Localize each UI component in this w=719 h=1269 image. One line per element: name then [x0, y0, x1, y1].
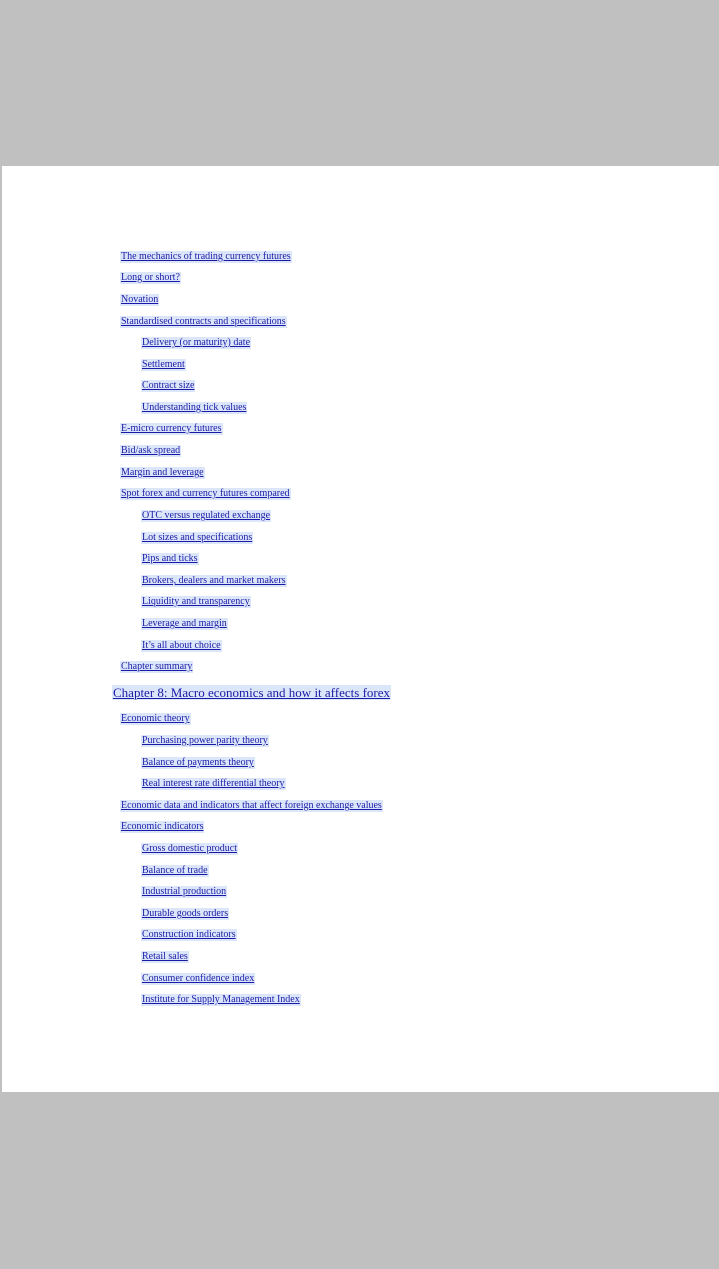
toc-link[interactable]: Durable goods orders: [142, 908, 229, 919]
toc-link[interactable]: Lot sizes and specifications: [142, 532, 253, 543]
toc-link[interactable]: Chapter summary: [121, 661, 193, 672]
toc-link[interactable]: Brokers, dealers and market makers: [142, 575, 286, 586]
toc-link[interactable]: Institute for Supply Management Index: [142, 994, 300, 1005]
toc-link[interactable]: Industrial production: [142, 886, 227, 897]
toc-link[interactable]: It’s all about choice: [142, 640, 221, 651]
toc-link[interactable]: Bid/ask spread: [121, 445, 181, 456]
toc-link[interactable]: Leverage and margin: [142, 618, 227, 629]
toc-chapter-link[interactable]: Chapter 8: Macro economics and how it affects forex: [113, 685, 390, 700]
toc-link[interactable]: Understanding tick values: [142, 402, 247, 413]
toc-link[interactable]: Standardised contracts and specifications: [121, 316, 286, 327]
toc-link[interactable]: Economic theory: [121, 713, 190, 724]
toc-link[interactable]: Purchasing power parity theory: [142, 735, 268, 746]
toc-link[interactable]: Contract size: [142, 380, 195, 391]
toc-link[interactable]: Spot forex and currency futures compared: [121, 488, 290, 499]
toc-link[interactable]: Pips and ticks: [142, 553, 198, 564]
toc-link[interactable]: Delivery (or maturity) date: [142, 337, 251, 348]
toc-link[interactable]: Real interest rate differential theory: [142, 778, 285, 789]
toc-link[interactable]: Retail sales: [142, 951, 188, 962]
toc-link[interactable]: The mechanics of trading currency futures: [121, 251, 291, 262]
toc-link[interactable]: Economic data and indicators that affect foreign exchange values: [121, 800, 382, 811]
toc-link[interactable]: OTC versus regulated exchange: [142, 510, 271, 521]
toc-link[interactable]: E-micro currency futures: [121, 423, 222, 434]
toc-link[interactable]: Margin and leverage: [121, 467, 204, 478]
toc-link[interactable]: Novation: [121, 294, 159, 305]
toc-link[interactable]: Liquidity and transparency: [142, 596, 250, 607]
toc-link[interactable]: Long or short?: [121, 272, 180, 283]
toc-link[interactable]: Consumer confidence index: [142, 973, 255, 984]
toc-link[interactable]: Economic indicators: [121, 821, 204, 832]
toc-link[interactable]: Gross domestic product: [142, 843, 237, 854]
toc-link[interactable]: Balance of payments theory: [142, 757, 254, 768]
document-page: [2, 166, 719, 1092]
toc-link[interactable]: Settlement: [142, 359, 185, 370]
toc-link[interactable]: Balance of trade: [142, 865, 208, 876]
toc-link[interactable]: Construction indicators: [142, 929, 236, 940]
